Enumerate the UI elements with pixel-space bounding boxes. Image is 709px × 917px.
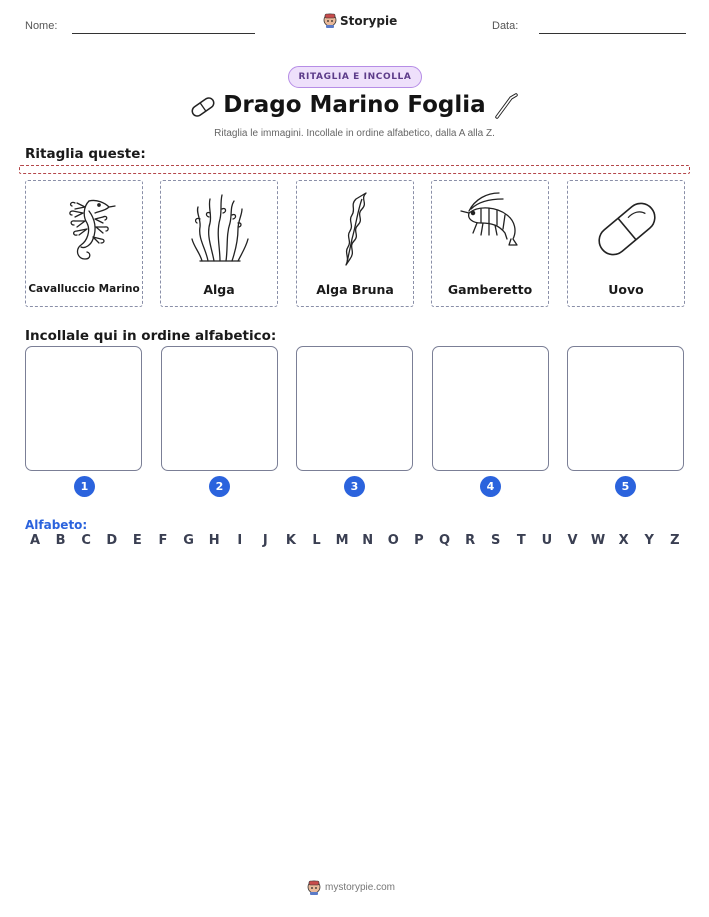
cut-card-egg[interactable] xyxy=(567,180,685,307)
paste-slot-3[interactable] xyxy=(296,346,413,471)
alphabet-letter: B xyxy=(55,533,66,548)
alphabet-letter: D xyxy=(106,533,118,548)
alphabet-row xyxy=(25,533,685,548)
alphabet-heading: Alfabeto: xyxy=(25,518,88,532)
alphabet-letter: E xyxy=(132,533,142,548)
footer xyxy=(307,880,395,895)
activity-badge: RITAGLIA E INCOLLA xyxy=(288,66,422,88)
card-label-seaweed: Alga xyxy=(203,282,235,297)
storypie-mascot-icon xyxy=(323,13,337,28)
cut-card-seahorse[interactable] xyxy=(25,180,143,307)
slot-number-1: 1 xyxy=(74,476,95,497)
alphabet-letter: W xyxy=(590,533,606,548)
name-line[interactable] xyxy=(72,33,255,34)
alphabet-letter: S xyxy=(491,533,501,548)
alphabet-letter: Q xyxy=(438,533,451,548)
alphabet-letter: U xyxy=(541,533,553,548)
cut-line xyxy=(19,165,690,174)
alphabet-letter: H xyxy=(208,533,220,548)
card-label-brown-algae: Alga Bruna xyxy=(316,282,394,297)
alphabet-letter: Y xyxy=(644,533,654,548)
seahorse-icon xyxy=(45,189,125,269)
alphabet-letter: J xyxy=(262,533,268,548)
alphabet-letter: L xyxy=(312,533,321,548)
alphabet-letter: V xyxy=(567,533,578,548)
alphabet-letter: Z xyxy=(670,533,680,548)
straw-doodle-icon xyxy=(492,92,520,120)
alphabet-letter: C xyxy=(81,533,91,548)
alphabet-letter: K xyxy=(285,533,296,548)
alphabet-letter: F xyxy=(158,533,168,548)
card-label-seahorse: Cavalluccio Marino xyxy=(28,283,140,295)
alphabet-letter: T xyxy=(516,533,526,548)
cut-card-shrimp[interactable] xyxy=(431,180,549,307)
card-label-egg: Uovo xyxy=(608,282,644,297)
paste-heading: Incollale qui in ordine alfabetico: xyxy=(25,328,277,344)
slot-number-2: 2 xyxy=(209,476,230,497)
alphabet-letter: G xyxy=(183,533,194,548)
date-label: Data: xyxy=(492,20,519,32)
card-label-shrimp: Gamberetto xyxy=(447,282,533,297)
date-line[interactable] xyxy=(539,33,686,34)
egg-capsule-icon xyxy=(587,189,667,269)
alphabet-letter: A xyxy=(29,533,41,548)
cut-heading: Ritaglia queste: xyxy=(25,146,146,162)
alphabet-letter: P xyxy=(414,533,424,548)
alphabet-letter: O xyxy=(387,533,399,548)
footer-site[interactable]: mystorypie.com xyxy=(325,882,396,893)
cut-card-seaweed[interactable] xyxy=(160,180,278,307)
slot-number-4: 4 xyxy=(480,476,501,497)
shrimp-icon xyxy=(451,189,531,269)
name-label: Nome: xyxy=(25,20,58,32)
cut-card-brown-algae[interactable] xyxy=(296,180,414,307)
paste-slot-2[interactable] xyxy=(161,346,278,471)
paste-slot-4[interactable] xyxy=(432,346,549,471)
brown-algae-icon xyxy=(316,189,396,269)
alphabet-letter: M xyxy=(335,533,349,548)
brand-name: Storypie xyxy=(340,13,398,28)
brand-logo xyxy=(323,13,397,28)
instructions: Ritaglia le immagini. Incollale in ordine alfabetico, dalla A alla Z. xyxy=(214,128,495,139)
page-title: Drago Marino Foglia xyxy=(223,92,486,118)
paste-slot-1[interactable] xyxy=(25,346,142,471)
paste-slot-5[interactable] xyxy=(567,346,684,471)
slot-number-3: 3 xyxy=(344,476,365,497)
seaweed-icon xyxy=(180,189,260,269)
alphabet-letter: I xyxy=(237,533,243,548)
alphabet-letter: X xyxy=(618,533,629,548)
storypie-mascot-icon xyxy=(307,880,321,895)
slot-number-5: 5 xyxy=(615,476,636,497)
alphabet-letter: N xyxy=(362,533,374,548)
alphabet-letter: R xyxy=(465,533,476,548)
